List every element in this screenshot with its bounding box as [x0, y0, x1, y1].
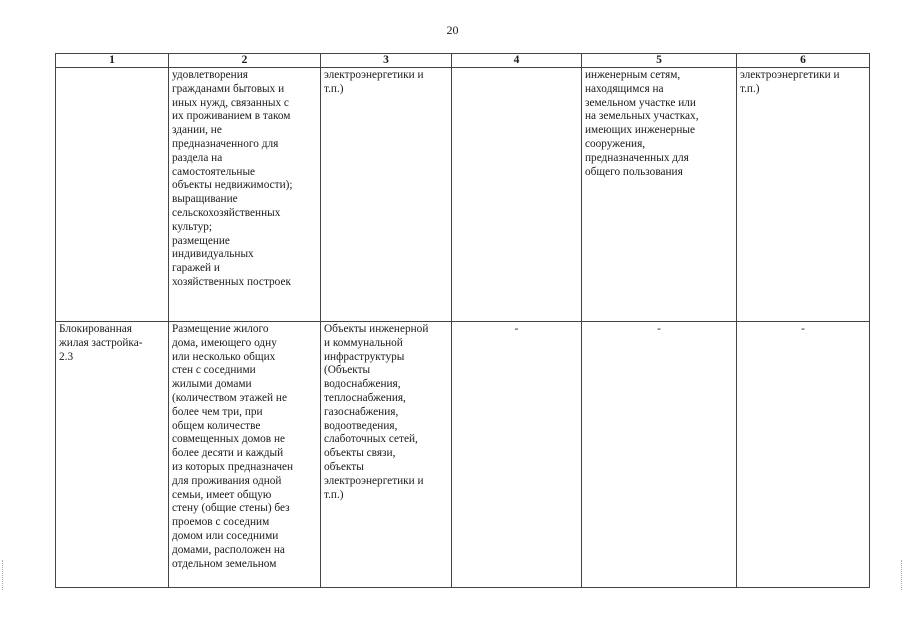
table-cell-column-6: электроэнергетики и т.п.)	[737, 68, 870, 322]
table-cell-auxiliary-objects: электроэнергетики и т.п.)	[321, 68, 452, 322]
table-cell-column-4	[452, 68, 582, 322]
column-header-2: 2	[169, 54, 321, 68]
table-cell-land-use-type	[56, 68, 169, 322]
table-cell-column-4: -	[452, 322, 582, 588]
table-cell-description: Размещение жилого дома, имеющего одну или несколько общих стен с соседними жилыми домами (количеством этажей не более чем три, при общем количестве совмещенных домов не более десяти и каждый из которых предназначен для проживания одной семьи, имеет общую стену (общие стены) без проемов с соседним домом или соседними домами, расположен на отдельном земельном	[169, 322, 321, 588]
table-header-row	[56, 54, 870, 68]
column-header-6: 6	[737, 54, 870, 68]
table-cell-description: удовлетворения гражданами бытовых и иных нужд, связанных с их проживанием в таком здании, не предназначенного для раздела на самостоятельные объекты недвижимости); выращивание сельскохозяйственных культур; размещение индивидуальных гаражей и хозяйственных построек	[169, 68, 321, 322]
table-cell-column-5: -	[582, 322, 737, 588]
scan-edge-mark-right	[901, 560, 903, 590]
table-cell-column-6: -	[737, 322, 870, 588]
regulations-table	[55, 53, 870, 588]
column-header-5: 5	[582, 54, 737, 68]
table-cell-auxiliary-objects: Объекты инженерной и коммунальной инфраструктуры (Объекты водоснабжения, теплоснабжения, газоснабжения, водоотведения, слаботочных сетей, объекты связи, объекты электроэнергетики и т.п.)	[321, 322, 452, 588]
table-cell-land-use-type: Блокированная жилая застройка- 2.3	[56, 322, 169, 588]
column-header-4: 4	[452, 54, 582, 68]
column-header-1: 1	[56, 54, 169, 68]
page-number: 20	[446, 23, 459, 37]
column-header-3: 3	[321, 54, 452, 68]
table-row	[56, 322, 870, 588]
table-row	[56, 68, 870, 322]
scan-edge-mark-left	[2, 560, 4, 590]
table-cell-column-5: инженерным сетям, находящимся на земельном участке или на земельных участках, имеющих инженерные сооружения, предназначенных для общего пользования	[582, 68, 737, 322]
